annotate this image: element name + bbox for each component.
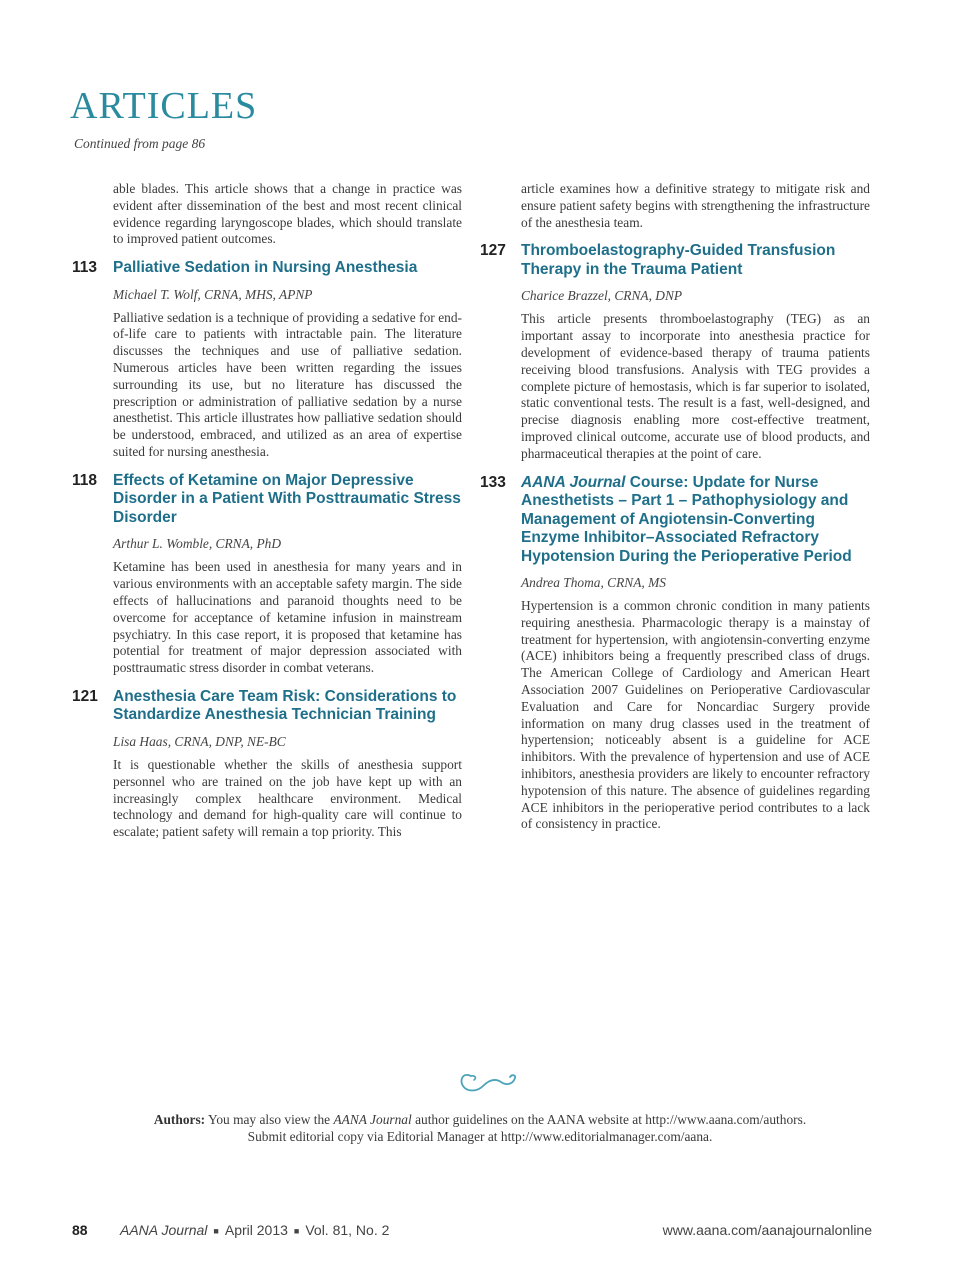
article-133 (480, 474, 870, 834)
article-abstract: It is questionable whether the skills of anesthesia support personnel who are trained on the job have kept up with an increasingly complex healthcare environment. Medical technology and demand for high-quality care will continue to escalate; patient safety will remain a top priority. This (113, 756, 462, 840)
footer-website-link[interactable]: www.aana.com/aanajournalonline (662, 1222, 872, 1238)
article-page-number: 133 (480, 473, 506, 491)
article-title-rest: Course: Update for Nurse Anesthetists – Part 1 – Pathophysiology and Management of Angiotensin-Converting Enzyme Inhibitor–Associated Refractory Hypotension During the Perioperative Period (521, 473, 852, 565)
article-abstract: This article presents thromboelastography (TEG) as an important assay to incorporate into anesthesia practice for development of evidence-based therapy of trauma patients receiving blood transfusions. Analysis with TEG provides a complete picture of hemostasis, which is far superior to isolated, static conventional tests. The result is a fast, well-designed, and precise diagnosis enabling more cost-effective treatment, improved clinical outcome, accurate use of blood products, and pharmaceutical therapies at the point of care. (521, 311, 870, 461)
left-carryover-text: able blades. This article shows that a change in practice was evident after dissemination of the best and most recent clinical evidence regarding laryngoscope blades, which should translate to improved patient outcomes. (113, 181, 462, 247)
article-118 (72, 472, 462, 677)
article-113 (72, 259, 462, 461)
article-heading (72, 259, 462, 278)
continued-note: Continued from page 86 (74, 136, 206, 151)
footer-page-number: 88 (72, 1222, 88, 1238)
article-heading (72, 688, 462, 725)
article-121 (72, 688, 462, 841)
authors-note-line-1 (80, 1111, 880, 1128)
article-title[interactable]: Thromboelastography-Guided Transfusion Therapy in the Trauma Patient (521, 242, 836, 278)
article-title[interactable]: Palliative Sedation in Nursing Anesthesia (113, 259, 418, 277)
article-abstract: Hypertension is a common chronic condition in many patients requiring anesthesia. Pharmacologic therapy is a mainstay of treatment for hypertension, with angiotensin-converting enzyme (ACE) inhibitors being a frequently prescribed class of drugs. The American College of Cardiology and American Heart Association 2007 Guidelines on Perioperative Cardiovascular Evaluation and Care for Noncardiac Surgery provide information on many drug classes used in the treatment of hypertension; noticeably absent is a guideline for ACE inhibitors. With the prevalence of hypertension and use of ACE inhibitors, anesthesia providers are likely to encounter refractory hypotension of this nature. The absence of guidelines regarding ACE inhibitors in the perioperative period contributes to a lack of consistency in practice. (521, 598, 870, 832)
footer-separator: ■ (293, 1226, 300, 1236)
article-author: Arthur L. Womble, CRNA, PhD (113, 536, 282, 552)
article-heading (480, 474, 870, 567)
section-title: ARTICLES (70, 85, 258, 127)
article-page-number: 113 (72, 259, 98, 277)
article-abstract: Palliative sedation is a technique of providing a sedative for end-of-life care to patients with intractable pain. The literature discusses the techniques and use of palliative sedation. Numerous articles have been written regarding the issues surrounding its use, but no literature has discussed the prescription or administration of palliative sedation by a nurse anesthetist. This article illustrates how palliative sedation should be understood, embraced, and utilized as an area of expertise suited for nursing anesthesia. (113, 309, 462, 460)
footer-separator: ■ (213, 1226, 219, 1236)
article-author: Charice Brazzel, CRNA, DNP (521, 288, 683, 304)
decorative-swirl-icon (455, 1066, 521, 1100)
page-footer (72, 1222, 872, 1238)
right-column (480, 181, 870, 833)
article-author: Lisa Haas, CRNA, DNP, NE-BC (113, 733, 286, 749)
authors-note-text-b[interactable]: author guidelines on the AANA website at http://www.aana.com/authors. (411, 1112, 807, 1127)
article-abstract: Ketamine has been used in anesthesia for many years and in various environments with an acceptable safety margin. The side effects of hallucinations and paranoid thoughts need to be overcome for acceptance of ketamine infusion in mainstream psychiatry. In this case report, it is proposed that ketamine has potential for treatment of major depression associated with posttraumatic stress disorder in combat veterans. (113, 559, 462, 676)
article-author: Andrea Thoma, CRNA, MS (521, 575, 666, 591)
article-page-number: 127 (480, 242, 506, 260)
footer-volume: Vol. 81, No. 2 (305, 1222, 390, 1238)
article-title[interactable]: Anesthesia Care Team Risk: Considerations to Standardize Anesthesia Technician Training (113, 687, 457, 724)
article-127 (480, 242, 870, 462)
authors-note (80, 1111, 880, 1145)
article-author: Michael T. Wolf, CRNA, MHS, APNP (113, 286, 313, 302)
article-title-journal-name: AANA Journal (521, 473, 626, 491)
left-column (72, 181, 462, 841)
authors-note-label: Authors: (153, 1112, 206, 1127)
article-title[interactable] (521, 474, 870, 567)
article-heading (480, 242, 870, 279)
article-page-number: 118 (72, 471, 98, 489)
article-title[interactable]: Effects of Ketamine on Major Depressive Disorder in a Patient With Posttraumatic Stress Disorder (113, 471, 461, 526)
authors-note-line-2[interactable]: Submit editorial copy via Editorial Manager at http://www.editorialmanager.com/aana. (247, 1129, 713, 1144)
article-page-number: 121 (72, 687, 98, 705)
article-heading (72, 472, 462, 528)
right-carryover-text: article examines how a definitive strategy to mitigate risk and ensure patient safety begins with strengthening the infrastructure of the anesthesia team. (521, 181, 870, 230)
footer-journal-name: AANA Journal (120, 1222, 208, 1238)
footer-date: April 2013 (224, 1222, 288, 1238)
authors-note-text-a: You may also view the (205, 1112, 334, 1127)
authors-note-journal-name: AANA Journal (333, 1112, 412, 1127)
